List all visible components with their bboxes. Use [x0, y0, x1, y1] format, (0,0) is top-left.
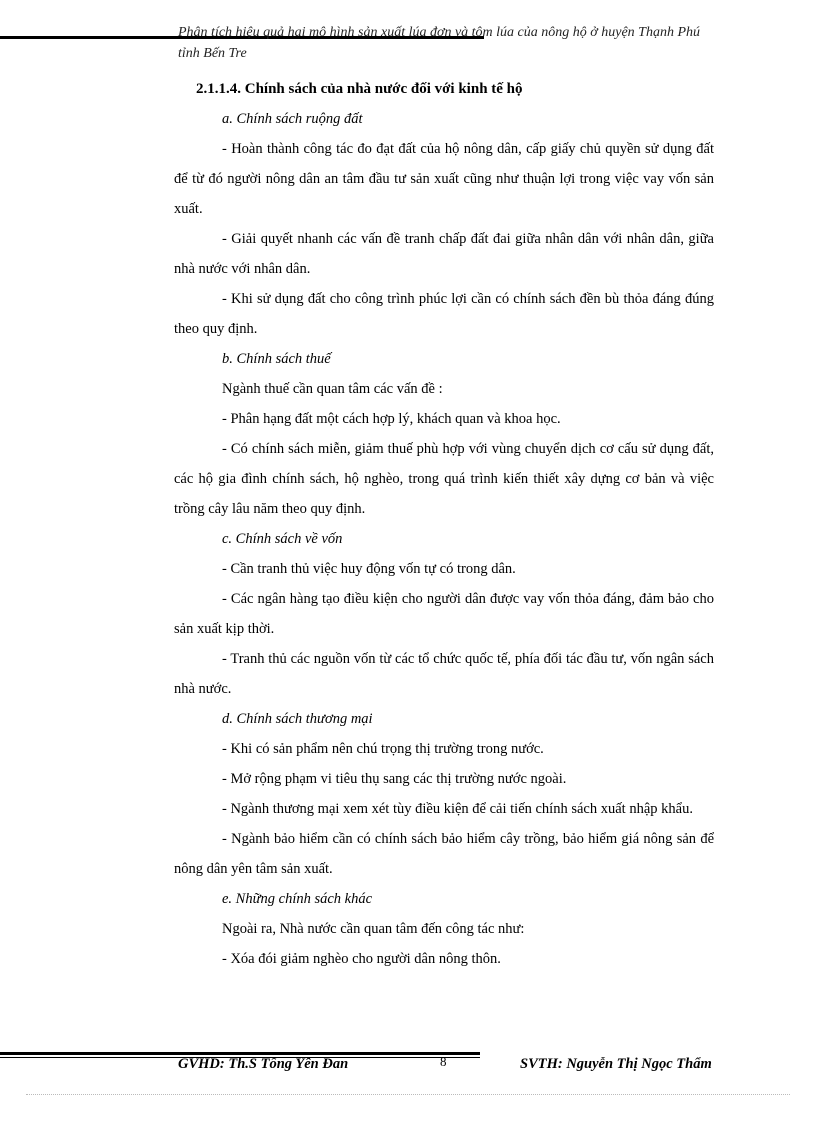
- paragraph: - Cần tranh thủ việc huy động vốn tự có trong dân.: [222, 561, 516, 577]
- paragraph: - Ngành thương mại xem xét tùy điều kiện để cải tiến chính sách xuất nhập khẩu.: [222, 801, 693, 817]
- subsection-b-title: b. Chính sách thuế: [222, 351, 331, 367]
- paragraph: - Có chính sách miễn, giảm thuế phù hợp với vùng chuyển dịch cơ cấu sử dụng đất, các hộ gia đình chính sách, hộ nghèo, trong quá trình kiến thiết xây dựng cơ bản và việc trồng cây lâu năm theo quy định.: [174, 441, 714, 517]
- paragraph: - Khi sử dụng đất cho công trình phúc lợi cần có chính sách đền bù thỏa đáng đúng theo quy định.: [174, 291, 714, 337]
- paragraph: Ngoài ra, Nhà nước cần quan tâm đến công tác như:: [222, 921, 525, 937]
- paragraph: - Mở rộng phạm vi tiêu thụ sang các thị trường nước ngoài.: [222, 771, 567, 787]
- page-border: [26, 1094, 790, 1095]
- paragraph: - Phân hạng đất một cách hợp lý, khách quan và khoa học.: [222, 411, 561, 427]
- paragraph: - Giải quyết nhanh các vấn đề tranh chấp đất đai giữa nhân dân với nhân dân, giữa nhà nước với nhân dân.: [174, 231, 714, 277]
- subsection-c-title: c. Chính sách về vốn: [222, 531, 343, 547]
- section-heading: 2.1.1.4. Chính sách của nhà nước đối với kinh tế hộ: [196, 81, 523, 97]
- subsection-a-title: a. Chính sách ruộng đất: [222, 111, 363, 127]
- footer-advisor: GVHD: Th.S Tống Yên Đan: [178, 1056, 349, 1072]
- subsection-e-title: e. Những chính sách khác: [222, 891, 373, 907]
- paragraph: - Hoàn thành công tác đo đạt đất của hộ nông dân, cấp giấy chủ quyền sử dụng đất để từ đó người nông dân an tâm đầu tư sản xuất cũng như thuận lợi trong việc vay vốn sản xuất.: [174, 141, 714, 217]
- paragraph: - Ngành bảo hiểm cần có chính sách bảo hiểm cây trồng, bảo hiểm giá nông sản để nông dân yên tâm sản xuất.: [174, 831, 714, 877]
- paragraph: - Tranh thủ các nguồn vốn từ các tổ chức quốc tế, phía đối tác đầu tư, vốn ngân sách nhà nước.: [174, 651, 714, 697]
- paragraph: - Khi có sản phẩm nên chú trọng thị trường trong nước.: [222, 741, 544, 757]
- footer-rule: [0, 1052, 480, 1055]
- subsection-d-title: d. Chính sách thương mại: [222, 711, 373, 727]
- paragraph: - Các ngân hàng tạo điều kiện cho người dân được vay vốn thỏa đáng, đảm bảo cho sản xuất kịp thời.: [174, 591, 714, 637]
- footer-student: SVTH: Nguyễn Thị Ngọc Thẩm: [520, 1056, 712, 1072]
- page-header: Phân tích hiệu quả hai mô hình sản xuất lúa đơn và tôm lúa của nông hộ ở huyện Thạnh Phú tỉnh Bến Tre: [178, 25, 701, 61]
- paragraph: Ngành thuế cần quan tâm các vấn đề :: [222, 381, 443, 397]
- paragraph: - Xóa đói giảm nghèo cho người dân nông thôn.: [222, 951, 501, 967]
- document-body: [174, 74, 714, 974]
- page-number: 8: [440, 1054, 447, 1069]
